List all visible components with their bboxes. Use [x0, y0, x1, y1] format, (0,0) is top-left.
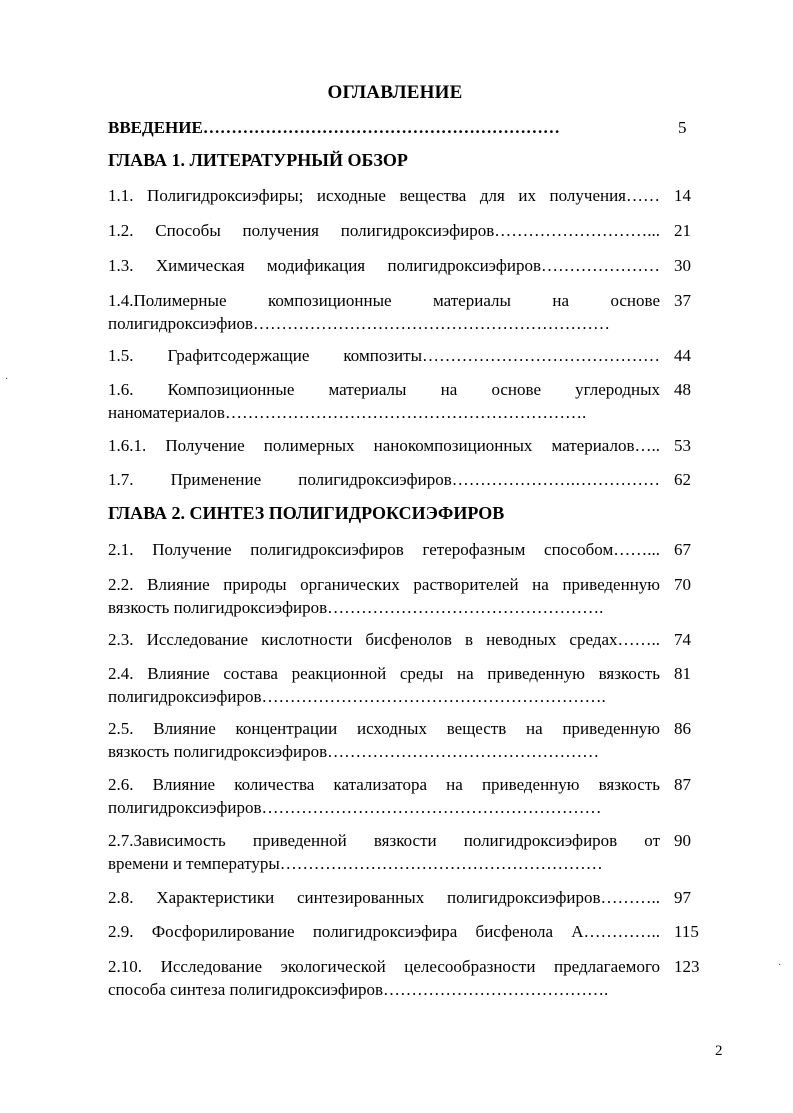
- toc-entry-page: 62: [674, 470, 691, 489]
- toc-entry-text: 1.2. Способы получения полигидроксиэфиров………………………...: [108, 221, 660, 240]
- toc-entry-page: 30: [674, 256, 691, 275]
- page-number: 2: [715, 1043, 723, 1059]
- toc-entry-page: 48: [674, 380, 691, 399]
- toc-entry-text: ВВЕДЕНИЕ………………………………………………………: [108, 118, 560, 137]
- toc-entry-text-line2: наноматериалов……………………………………………………….: [108, 403, 587, 422]
- toc-entry-text-line2: полигидроксиэфиров…………………………………………………….: [108, 687, 606, 706]
- toc-entry-page: 87: [674, 775, 691, 794]
- toc-entry-text: 1.3. Химическая модификация полигидроксиэфиров…………………: [108, 256, 660, 275]
- toc-entry-text-line2: полигидроксиэфиров……………………………………………………: [108, 798, 602, 817]
- toc-entry-page: 70: [674, 575, 691, 594]
- toc-entry-page: 115: [674, 922, 699, 941]
- scan-speck: ·: [5, 374, 9, 385]
- toc-entry-text-line2: полигидроксиэфиов………………………………………………………: [108, 314, 610, 333]
- toc-entry-text-line2: времени и температуры…………………………………………………: [108, 854, 603, 873]
- toc-entry-page: 44: [674, 346, 691, 365]
- toc-entry-page: 123: [674, 957, 700, 976]
- toc-chapter-1-heading: [108, 149, 700, 172]
- toc-entry-text-line2: способа синтеза полигидроксиэфиров………………………………….: [108, 980, 609, 999]
- toc-entry-page: 53: [674, 436, 691, 455]
- toc-entry-page: 74: [674, 630, 691, 649]
- toc-entry-text: 2.4. Влияние состава реакционной среды на приведенную вязкость: [108, 664, 660, 683]
- toc-entry-text: 1.6.1. Получение полимерных нанокомпозиционных материалов…..: [108, 436, 660, 455]
- toc-entry-text: ГЛАВА 1. ЛИТЕРАТУРНЫЙ ОБЗОР: [108, 150, 408, 170]
- toc-entry-text: 2.8. Характеристики синтезированных полигидроксиэфиров………..: [108, 888, 660, 907]
- toc-entry-text: 1.4.Полимерные композиционные материалы на основе: [108, 291, 660, 310]
- toc-entry-text-line2: вязкость полигидроксиэфиров………………………………………….: [108, 598, 604, 617]
- toc-entry-page: 21: [674, 221, 691, 240]
- toc-entry-text: 1.6. Композиционные материалы на основе углеродных: [108, 380, 660, 399]
- toc-entry-text: 2.2. Влияние природы органических растворителей на приведенную: [108, 575, 660, 594]
- toc-entry-text: 1.5. Графитсодержащие композиты……………………………………: [108, 346, 660, 365]
- toc-entry-text: 2.6. Влияние количества катализатора на приведенную вязкость: [108, 775, 660, 794]
- page-title: ОГЛАВЛЕНИЕ: [327, 82, 463, 103]
- toc-entry-text: ГЛАВА 2. СИНТЕЗ ПОЛИГИДРОКСИЭФИРОВ: [108, 503, 505, 523]
- toc-entry-page: 86: [674, 719, 691, 738]
- toc-entry-text: 2.5. Влияние концентрации исходных веществ на приведенную: [108, 719, 660, 738]
- toc-entry-text: 2.1. Получение полигидроксиэфиров гетерофазным способом……...: [108, 540, 660, 559]
- toc-entry-page: 97: [674, 888, 691, 907]
- toc-entry-page: 37: [674, 291, 691, 310]
- toc-entry-text-line2: вязкость полигидроксиэфиров…………………………………………: [108, 742, 600, 761]
- toc-entry-text: 2.9. Фосфорилирование полигидроксиэфира бисфенола А…………..: [108, 922, 660, 941]
- scan-speck: ·: [778, 960, 782, 971]
- toc-entry-text: 1.7. Применение полигидроксиэфиров………………….……………: [108, 470, 660, 489]
- toc-entry-page: 67: [674, 540, 691, 559]
- toc-entry-page: 5: [678, 118, 687, 137]
- toc-entry-page: 90: [674, 831, 691, 850]
- toc-entry-text: 1.1. Полигидроксиэфиры; исходные вещества для их получения……: [108, 186, 660, 205]
- toc-entry-page: 14: [674, 186, 691, 205]
- toc-entry-page: 81: [674, 664, 691, 683]
- toc-entry-text: 2.7.Зависимость приведенной вязкости полигидроксиэфиров от: [108, 831, 660, 850]
- toc-entry-text: 2.3. Исследование кислотности бисфенолов в неводных средах……..: [108, 630, 660, 649]
- toc-entry-text: 2.10. Исследование экологической целесообразности предлагаемого: [108, 957, 660, 976]
- toc-chapter-2-heading: [108, 502, 700, 525]
